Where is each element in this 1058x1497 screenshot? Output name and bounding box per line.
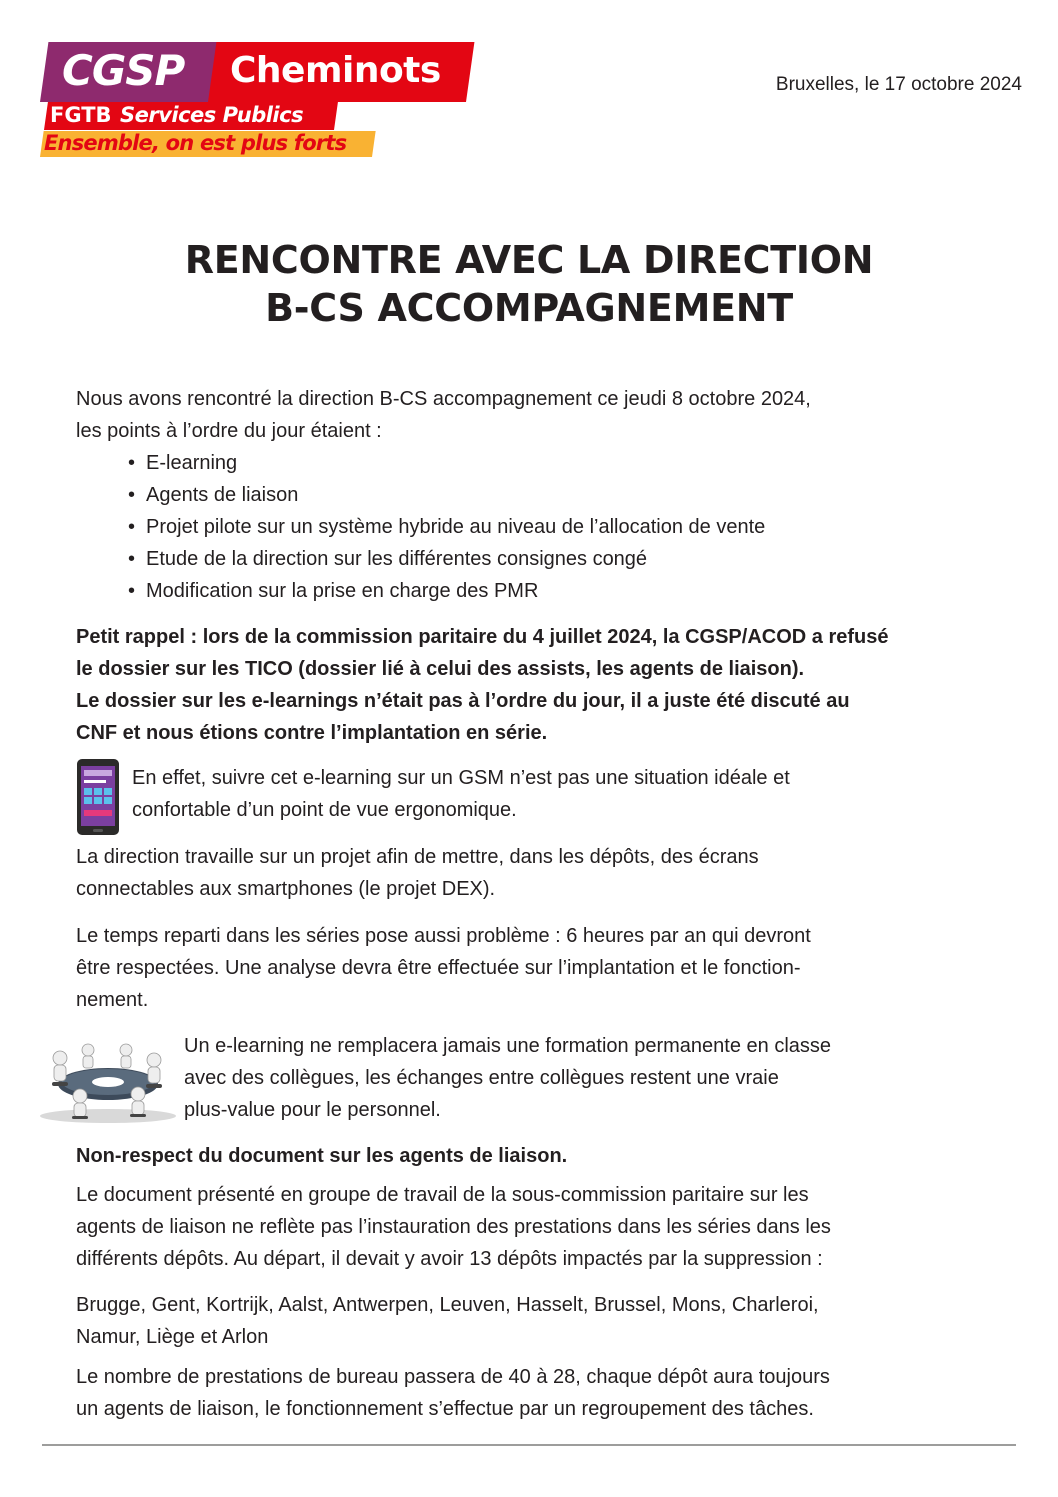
dex-paragraph <box>76 841 759 905</box>
reminder-line-3: Le dossier sur les e-learnings n’était pas à l’ordre du jour, il a juste été discuté au <box>76 690 850 712</box>
liaison-line-2: agents de liaison ne reflète pas l’instauration des prestations dans les séries dans les <box>76 1216 831 1238</box>
final-line-2: un agents de liaison, le fonctionnement s’effectue par un regroupement des tâches. <box>76 1398 814 1420</box>
liaison-line-1: Le document présenté en groupe de travail de la sous-commission paritaire sur les <box>76 1184 809 1206</box>
meeting-line-3: plus-value pour le personnel. <box>184 1099 441 1121</box>
depots-line-2: Namur, Liège et Arlon <box>76 1326 269 1348</box>
depots-paragraph <box>76 1289 819 1353</box>
reminder-paragraph <box>76 621 888 749</box>
intro-line-1: Nous avons rencontré la direction B-CS accompagnement ce jeudi 8 octobre 2024, <box>76 388 811 410</box>
reminder-line-2: le dossier sur les TICO (dossier lié à celui des assists, les agents de liaison). <box>76 658 805 680</box>
logo-cheminots-text: Cheminots <box>230 50 441 91</box>
liaison-heading: Non-respect du document sur les agents de liaison. <box>76 1145 568 1167</box>
footer-divider <box>42 1444 1016 1446</box>
title-line-1: RENCONTRE AVEC LA DIRECTION <box>184 238 874 282</box>
cgsp-logo <box>40 42 470 162</box>
logo-cgsp-text: CGSP <box>62 46 185 95</box>
reminder-line-1: Petit rappel : lors de la commission paritaire du 4 juillet 2024, la CGSP/ACOD a refusé <box>76 626 889 648</box>
liaison-paragraph <box>76 1179 831 1275</box>
meeting-line-2: avec des collègues, les échanges entre collègues restent une vraie <box>184 1067 779 1089</box>
list-item: • Projet pilote sur un système hybride au niveau de l’allocation de vente <box>128 511 765 543</box>
time-line-1: Le temps reparti dans les séries pose aussi problème : 6 heures par an qui devront <box>76 925 811 947</box>
list-item: • Modification sur la prise en charge des PMR <box>128 575 765 607</box>
logo-slogan-text: Ensemble, on est plus forts <box>44 131 347 155</box>
document-title <box>0 236 1058 332</box>
final-line-1: Le nombre de prestations de bureau passera de 40 à 28, chaque dépôt aura toujours <box>76 1366 830 1388</box>
agenda-list <box>128 447 765 607</box>
phone-line-2: confortable d’un point de vue ergonomique. <box>132 799 517 821</box>
meeting-line-1: Un e-learning ne remplacera jamais une formation permanente en classe <box>184 1035 832 1057</box>
dex-line-1: La direction travaille sur un projet afin de mettre, dans les dépôts, des écrans <box>76 846 759 868</box>
final-paragraph <box>76 1361 830 1425</box>
phone-paragraph <box>132 762 790 826</box>
smartphone-icon <box>76 758 120 836</box>
time-line-3: nement. <box>76 989 149 1011</box>
liaison-line-3: différents dépôts. Au départ, il devait y avoir 13 dépôts impactés par la suppression : <box>76 1248 823 1270</box>
intro-line-2: les points à l’ordre du jour étaient : <box>76 420 382 442</box>
document-date: Bruxelles, le 17 octobre 2024 <box>775 74 1022 95</box>
meeting-paragraph <box>184 1030 831 1126</box>
time-line-2: être respectées. Une analyse devra être effectuée sur l’implantation et le fonction- <box>76 957 801 979</box>
dex-line-2: connectables aux smartphones (le projet DEX). <box>76 878 496 900</box>
time-paragraph <box>76 920 811 1016</box>
phone-line-1: En effet, suivre cet e-learning sur un GSM n’est pas une situation idéale et <box>132 767 790 789</box>
reminder-line-4: CNF et nous étions contre l’implantation en série. <box>76 722 548 744</box>
title-line-2: B-CS ACCOMPAGNEMENT <box>265 286 793 330</box>
list-item: • Agents de liaison <box>128 479 765 511</box>
depots-line-1: Brugge, Gent, Kortrijk, Aalst, Antwerpen, Leuven, Hasselt, Brussel, Mons, Charleroi, <box>76 1294 819 1316</box>
list-item: • Etude de la direction sur les différentes consignes congé <box>128 543 765 575</box>
intro-paragraph <box>76 383 811 447</box>
meeting-table-icon <box>30 1028 180 1124</box>
logo-fgtb-text: FGTB <box>50 103 112 127</box>
list-item: • E-learning <box>128 447 765 479</box>
logo-services-publics-text: Services Publics <box>120 103 304 127</box>
